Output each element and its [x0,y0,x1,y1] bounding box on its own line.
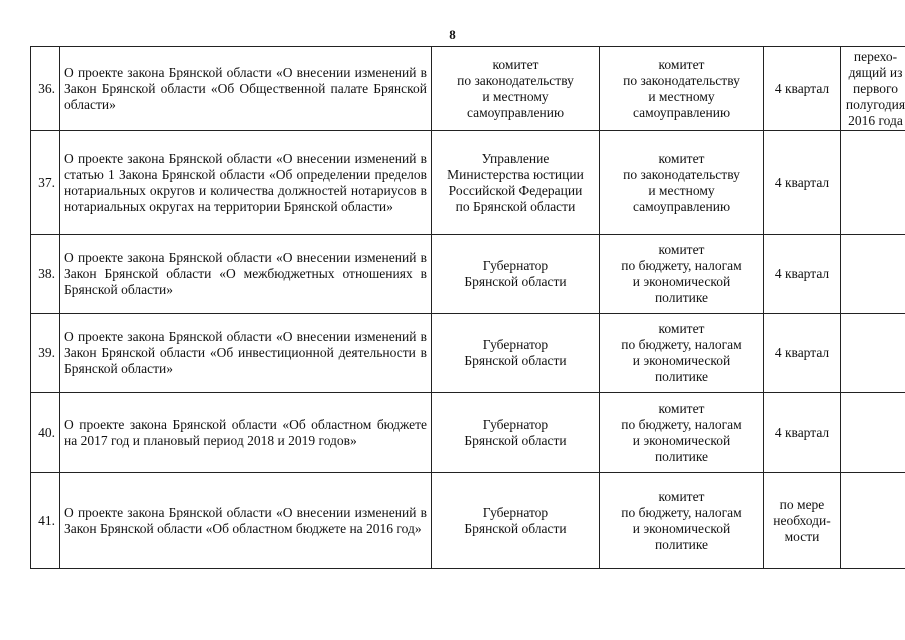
table-row [31,47,905,131]
initiator-line: по законодательству [457,72,574,88]
initiator-line: самоуправлению [466,104,565,120]
responsible-cell [600,47,764,131]
responsible-line: самоуправлению [632,104,731,120]
term-cell [764,47,841,131]
table-row [31,131,905,235]
responsible-line: комитет [658,56,705,72]
initiator-line: Губернатор [482,504,549,520]
responsible-line: комитет [658,242,705,257]
initiator-line: по Брянской области [455,198,576,214]
responsible-line: политике [654,536,709,552]
responsible-cell [600,235,764,314]
row-number: 40. [31,393,60,473]
term-cell [764,235,841,314]
note-cell [841,473,905,569]
bill-title: О проекте закона Брянской области «О внесении изменений в Закон Брянской области «Об Общественной палате Брянской области» [60,47,432,131]
row-number: 38. [31,235,60,314]
responsible-line: и экономической [632,432,731,448]
term-line: 4 квартал [774,345,830,360]
responsible-cell [600,314,764,393]
responsible-line: и экономической [632,353,731,368]
note-line: перехо- [853,48,898,64]
initiator-line: Брянской области [464,432,567,448]
initiator-line: Губернатор [482,337,549,352]
note-cell [841,393,905,473]
row-number: 37. [31,131,60,235]
note-line: полугодия [845,96,905,112]
term-line: 4 квартал [774,266,830,281]
term-cell [764,393,841,473]
initiator-cell [432,47,600,131]
term-line: по мере [779,496,825,512]
note-cell [841,47,905,131]
bill-title: О проекте закона Брянской области «Об областном бюджете на 2017 год и плановый период 2018 и 2019 годов» [60,393,432,473]
responsible-line: и местному [648,88,715,104]
row-number: 36. [31,47,60,131]
term-line: 4 квартал [774,80,830,96]
initiator-line: Губернатор [482,258,549,273]
note-line: дящий из [848,64,903,80]
initiator-cell [432,314,600,393]
responsible-line: и местному [648,182,715,198]
bill-title: О проекте закона Брянской области «О внесении изменений в Закон Брянской области «Об инвестиционной деятельности в Брянской области» [60,314,432,393]
responsible-line: и экономической [632,520,731,536]
bill-title: О проекте закона Брянской области «О внесении изменений в статью 1 Закона Брянской области «Об определении пределов нотариальных округов и количества должностей нотариусов в нотариальных округах на территории Брянской области» [60,131,432,235]
initiator-cell [432,393,600,473]
term-line: 4 квартал [774,174,830,190]
page-number: 8 [449,27,456,42]
responsible-line: политике [654,369,709,384]
responsible-line: комитет [658,488,705,504]
note-line: первого [853,80,898,96]
term-cell [764,314,841,393]
table-row [31,393,905,473]
row-number: 39. [31,314,60,393]
term-line: мости [784,528,820,544]
responsible-line: по бюджету, налогам [621,416,742,432]
responsible-line: по законодательству [623,166,740,182]
responsible-cell [600,393,764,473]
responsible-line: по бюджету, налогам [621,258,742,273]
term-line: 4 квартал [774,424,830,440]
table-row [31,473,905,569]
initiator-line: Управление [481,150,550,166]
table-row [31,235,905,314]
note-line: 2016 года [848,112,903,128]
responsible-line: по законодательству [623,72,740,88]
row-number: 41. [31,473,60,569]
responsible-line: комитет [658,150,705,166]
initiator-line: Губернатор [482,416,549,432]
note-cell [841,314,905,393]
initiator-line: Министерства юстиции [447,166,584,182]
responsible-cell [600,473,764,569]
responsible-line: и экономической [632,274,731,289]
responsible-line: по бюджету, налогам [621,337,742,352]
term-line: необходи- [773,512,831,528]
responsible-line: по бюджету, налогам [621,504,742,520]
responsible-line: политике [654,290,709,305]
responsible-line: самоуправлению [632,198,731,214]
legislative-plan-table [30,46,905,569]
initiator-cell [432,235,600,314]
initiator-line: Брянской области [464,520,567,536]
initiator-line: Брянской области [464,353,567,368]
bill-title: О проекте закона Брянской области «О внесении изменений в Закон Брянской области «О межбюджетных отношениях в Брянской области» [60,235,432,314]
term-cell [764,473,841,569]
initiator-line: Брянской области [464,274,567,289]
initiator-cell [432,131,600,235]
responsible-cell [600,131,764,235]
responsible-line: политике [654,448,709,464]
bill-title: О проекте закона Брянской области «О внесении изменений в Закон Брянской области «Об областном бюджете на 2016 год» [60,473,432,569]
initiator-line: Российской Федерации [448,182,583,198]
initiator-cell [432,473,600,569]
initiator-line: и местному [482,88,549,104]
initiator-line: комитет [492,56,539,72]
responsible-line: комитет [658,321,705,336]
term-cell [764,131,841,235]
table-row [31,314,905,393]
responsible-line: комитет [658,400,705,416]
note-cell [841,235,905,314]
note-cell [841,131,905,235]
